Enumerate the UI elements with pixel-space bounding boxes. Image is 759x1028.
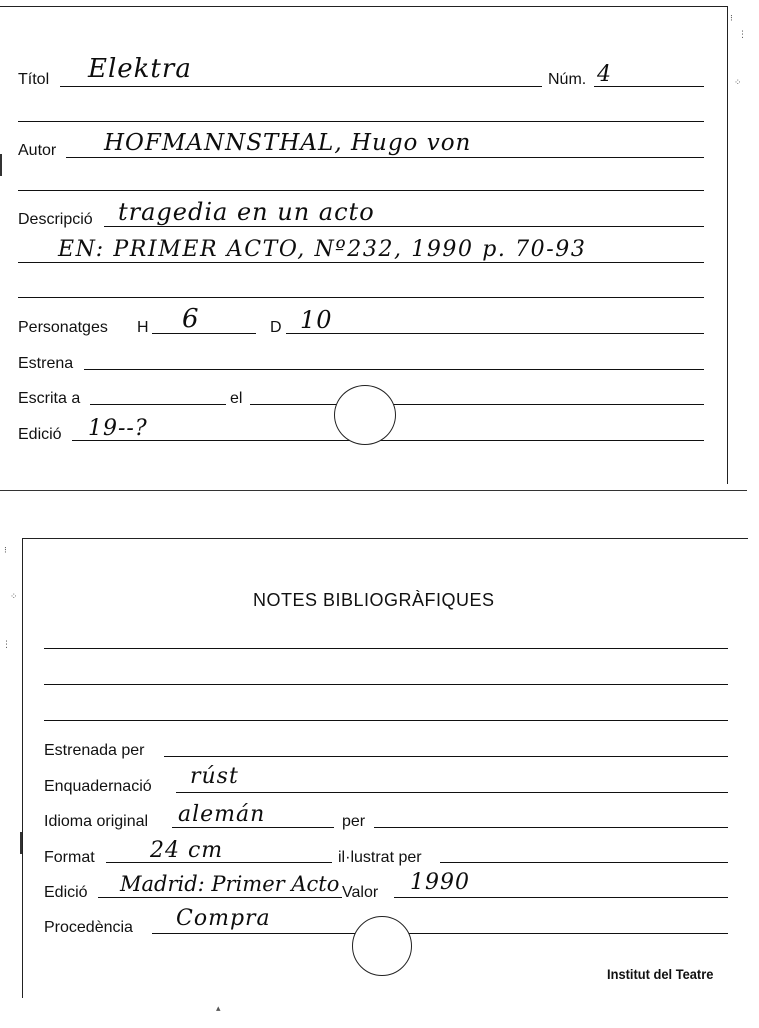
edicio2-value: Madrid: Primer Acto: [120, 872, 340, 896]
enquadernacio-label: Enquadernació: [44, 778, 152, 795]
idioma-per-line: [374, 827, 728, 828]
scan-speck: ⁘: [734, 77, 742, 87]
personatges-h-value: 6: [182, 304, 200, 334]
descripcio-value-2: EN: PRIMER ACTO, Nº232, 1990 p. 70-93: [58, 237, 587, 262]
procedencia-value: Compra: [176, 906, 271, 931]
valor-value: 1990: [410, 870, 470, 895]
autor-line: [66, 157, 704, 158]
titol-label: Títol: [18, 71, 50, 88]
ilustrat-label: il·lustrat per: [338, 849, 422, 866]
estrenada-line: [164, 756, 728, 757]
notes-heading: NOTES BIBLIOGRÀFIQUES: [253, 590, 495, 610]
personatges-d-value: 10: [300, 306, 333, 334]
personatges-label: Personatges: [18, 319, 108, 336]
ruled-line: [44, 648, 728, 649]
ruled-line: [44, 684, 728, 685]
edicio-label: Edició: [18, 426, 62, 443]
personatges-h-label: H: [137, 319, 149, 336]
ruled-line: [18, 190, 704, 191]
escrita-el-line: [250, 404, 704, 405]
enquadernacio-value: rúst: [190, 764, 239, 789]
scan-speck: ⁝: [4, 545, 7, 555]
institution-footer: Institut del Teatre: [607, 966, 714, 982]
valor-label: Valor: [342, 884, 379, 901]
escrita-line: [90, 404, 226, 405]
idioma-label: Idioma original: [44, 813, 149, 830]
punch-hole: [352, 916, 412, 976]
num-value: 4: [597, 62, 612, 87]
scan-speck: ⋮: [738, 29, 747, 39]
descripcio-label: Descripció: [18, 211, 93, 228]
scan-speck: ⁝: [730, 13, 733, 23]
escrita-label: Escrita a: [18, 390, 81, 407]
personatges-d-line: [286, 333, 704, 334]
valor-line: [394, 897, 728, 898]
punch-hole: [334, 385, 396, 445]
num-label: Núm.: [548, 71, 587, 88]
ruled-line: [18, 121, 704, 122]
edicio2-line: [98, 897, 342, 898]
personatges-h-line: [152, 333, 256, 334]
idioma-per-label: per: [342, 813, 366, 830]
estrena-label: Estrena: [18, 355, 74, 372]
titol-value: Elektra: [88, 54, 192, 84]
idioma-line: [172, 827, 334, 828]
enquadernacio-line: [176, 792, 728, 793]
descripcio-line: [104, 226, 704, 227]
format-label: Format: [44, 849, 95, 866]
descripcio-line-2: [18, 262, 704, 263]
autor-value: HOFMANNSTHAL, Hugo von: [104, 130, 472, 156]
scan-mark: [0, 154, 2, 176]
scan-mark: [20, 832, 22, 854]
scan-speck: ⋮: [2, 639, 11, 649]
estrena-line: [84, 369, 704, 370]
ruled-line: [18, 297, 704, 298]
edicio-line: [72, 440, 704, 441]
procedencia-line: [152, 933, 728, 934]
edicio2-label: Edició: [44, 884, 88, 901]
card-separator: [0, 490, 747, 491]
estrenada-label: Estrenada per: [44, 742, 145, 759]
scan-speck: ⁘: [10, 591, 18, 601]
scan-speck: ▴: [216, 1003, 221, 1013]
format-value: 24 cm: [150, 838, 224, 863]
autor-label: Autor: [18, 142, 57, 159]
descripcio-value: tragedia en un acto: [118, 198, 375, 226]
idioma-value: alemán: [178, 802, 266, 827]
escrita-el-label: el: [230, 390, 243, 407]
personatges-d-label: D: [270, 319, 282, 336]
titol-line: [60, 86, 542, 87]
edicio-value: 19--?: [88, 416, 148, 441]
ilustrat-line: [440, 862, 728, 863]
ruled-line: [44, 720, 728, 721]
procedencia-label: Procedència: [44, 919, 133, 936]
